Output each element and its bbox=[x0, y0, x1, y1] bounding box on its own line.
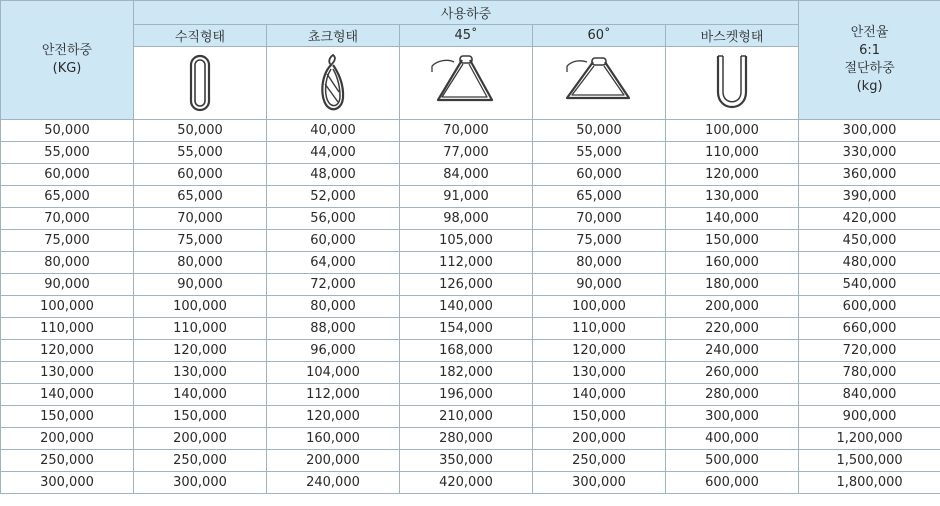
cell-vertical: 80,000 bbox=[134, 252, 267, 274]
cell-rated-load: 60,000 bbox=[1, 164, 134, 186]
cell-angle-45: 84,000 bbox=[400, 164, 533, 186]
cell-angle-60: 75,000 bbox=[533, 230, 666, 252]
basket-hitch-icon bbox=[709, 52, 755, 114]
cell-angle-45: 168,000 bbox=[400, 340, 533, 362]
cell-angle-45: 154,000 bbox=[400, 318, 533, 340]
cell-vertical: 200,000 bbox=[134, 428, 267, 450]
table-row bbox=[1, 318, 940, 340]
table-row bbox=[1, 450, 940, 472]
cell-angle-45: 350,000 bbox=[400, 450, 533, 472]
cell-angle-45: 140,000 bbox=[400, 296, 533, 318]
cell-angle-60: 70,000 bbox=[533, 208, 666, 230]
cell-vertical: 150,000 bbox=[134, 406, 267, 428]
cell-breaking-load: 540,000 bbox=[799, 274, 940, 296]
cell-breaking-load: 360,000 bbox=[799, 164, 940, 186]
basket-hitch-icon-cell bbox=[666, 47, 799, 120]
cell-rated-load: 200,000 bbox=[1, 428, 134, 450]
vertical-sling-icon bbox=[180, 52, 220, 114]
table-row bbox=[1, 362, 940, 384]
cell-rated-load: 120,000 bbox=[1, 340, 134, 362]
cell-angle-45: 112,000 bbox=[400, 252, 533, 274]
table-row bbox=[1, 296, 940, 318]
table-row bbox=[1, 472, 940, 494]
cell-angle-60: 130,000 bbox=[533, 362, 666, 384]
cell-basket: 400,000 bbox=[666, 428, 799, 450]
rated-load-label: 안전하중 bbox=[41, 43, 93, 58]
cell-choke: 96,000 bbox=[267, 340, 400, 362]
table-row bbox=[1, 230, 940, 252]
cell-basket: 300,000 bbox=[666, 406, 799, 428]
cell-breaking-load: 840,000 bbox=[799, 384, 940, 406]
cell-choke: 64,000 bbox=[267, 252, 400, 274]
cell-basket: 500,000 bbox=[666, 450, 799, 472]
breaking-load-label: 절단하중 bbox=[844, 61, 895, 76]
cell-angle-45: 126,000 bbox=[400, 274, 533, 296]
cell-breaking-load: 780,000 bbox=[799, 362, 940, 384]
table-row bbox=[1, 186, 940, 208]
cell-basket: 220,000 bbox=[666, 318, 799, 340]
cell-angle-60: 150,000 bbox=[533, 406, 666, 428]
cell-rated-load: 75,000 bbox=[1, 230, 134, 252]
cell-vertical: 120,000 bbox=[134, 340, 267, 362]
cell-angle-60: 60,000 bbox=[533, 164, 666, 186]
cell-angle-60: 50,000 bbox=[533, 120, 666, 142]
cell-vertical: 65,000 bbox=[134, 186, 267, 208]
breaking-load-unit: (kg) bbox=[856, 79, 883, 94]
cell-vertical: 55,000 bbox=[134, 142, 267, 164]
cell-choke: 72,000 bbox=[267, 274, 400, 296]
choke-hitch-icon bbox=[310, 52, 356, 114]
cell-rated-load: 140,000 bbox=[1, 384, 134, 406]
cell-angle-60: 140,000 bbox=[533, 384, 666, 406]
cell-rated-load: 150,000 bbox=[1, 406, 134, 428]
cell-rated-load: 250,000 bbox=[1, 450, 134, 472]
cell-vertical: 140,000 bbox=[134, 384, 267, 406]
cell-choke: 104,000 bbox=[267, 362, 400, 384]
basket-60-icon bbox=[559, 52, 639, 114]
cell-angle-45: 77,000 bbox=[400, 142, 533, 164]
cell-angle-45: 420,000 bbox=[400, 472, 533, 494]
cell-angle-45: 210,000 bbox=[400, 406, 533, 428]
cell-breaking-load: 1,800,000 bbox=[799, 472, 940, 494]
cell-angle-60: 300,000 bbox=[533, 472, 666, 494]
cell-choke: 52,000 bbox=[267, 186, 400, 208]
cell-basket: 260,000 bbox=[666, 362, 799, 384]
cell-choke: 40,000 bbox=[267, 120, 400, 142]
cell-rated-load: 110,000 bbox=[1, 318, 134, 340]
cell-basket: 280,000 bbox=[666, 384, 799, 406]
table-row bbox=[1, 384, 940, 406]
cell-vertical: 90,000 bbox=[134, 274, 267, 296]
basket-60-icon-cell bbox=[533, 47, 666, 120]
cell-basket: 600,000 bbox=[666, 472, 799, 494]
table-header bbox=[1, 1, 940, 120]
col-vertical: 수직형태 bbox=[134, 25, 267, 47]
basket-45-icon bbox=[426, 52, 506, 114]
cell-choke: 44,000 bbox=[267, 142, 400, 164]
safety-factor-ratio: 6:1 bbox=[859, 43, 881, 58]
cell-vertical: 300,000 bbox=[134, 472, 267, 494]
cell-rated-load: 80,000 bbox=[1, 252, 134, 274]
cell-angle-45: 91,000 bbox=[400, 186, 533, 208]
table-row bbox=[1, 406, 940, 428]
cell-choke: 88,000 bbox=[267, 318, 400, 340]
cell-rated-load: 100,000 bbox=[1, 296, 134, 318]
cell-vertical: 60,000 bbox=[134, 164, 267, 186]
choke-hitch-icon-cell bbox=[267, 47, 400, 120]
cell-choke: 112,000 bbox=[267, 384, 400, 406]
cell-angle-60: 100,000 bbox=[533, 296, 666, 318]
cell-rated-load: 90,000 bbox=[1, 274, 134, 296]
cell-basket: 160,000 bbox=[666, 252, 799, 274]
cell-vertical: 130,000 bbox=[134, 362, 267, 384]
cell-basket: 140,000 bbox=[666, 208, 799, 230]
cell-angle-60: 55,000 bbox=[533, 142, 666, 164]
cell-vertical: 50,000 bbox=[134, 120, 267, 142]
table-row bbox=[1, 252, 940, 274]
rated-load-unit: (KG) bbox=[52, 61, 82, 76]
breaking-load-header bbox=[799, 1, 940, 120]
cell-rated-load: 50,000 bbox=[1, 120, 134, 142]
cell-breaking-load: 900,000 bbox=[799, 406, 940, 428]
table-row bbox=[1, 142, 940, 164]
cell-breaking-load: 330,000 bbox=[799, 142, 940, 164]
cell-breaking-load: 450,000 bbox=[799, 230, 940, 252]
cell-rated-load: 300,000 bbox=[1, 472, 134, 494]
cell-choke: 240,000 bbox=[267, 472, 400, 494]
cell-basket: 100,000 bbox=[666, 120, 799, 142]
cell-basket: 180,000 bbox=[666, 274, 799, 296]
table-row bbox=[1, 428, 940, 450]
table-row bbox=[1, 274, 940, 296]
col-60deg: 60˚ bbox=[533, 25, 666, 47]
table-row bbox=[1, 164, 940, 186]
cell-basket: 120,000 bbox=[666, 164, 799, 186]
cell-basket: 110,000 bbox=[666, 142, 799, 164]
cell-rated-load: 65,000 bbox=[1, 186, 134, 208]
cell-breaking-load: 720,000 bbox=[799, 340, 940, 362]
cell-vertical: 100,000 bbox=[134, 296, 267, 318]
col-choke: 쵸크형태 bbox=[267, 25, 400, 47]
rated-load-header bbox=[1, 1, 134, 120]
cell-basket: 130,000 bbox=[666, 186, 799, 208]
cell-angle-45: 105,000 bbox=[400, 230, 533, 252]
table-row bbox=[1, 340, 940, 362]
cell-breaking-load: 420,000 bbox=[799, 208, 940, 230]
cell-basket: 150,000 bbox=[666, 230, 799, 252]
cell-vertical: 75,000 bbox=[134, 230, 267, 252]
cell-choke: 48,000 bbox=[267, 164, 400, 186]
cell-rated-load: 130,000 bbox=[1, 362, 134, 384]
cell-breaking-load: 1,500,000 bbox=[799, 450, 940, 472]
cell-basket: 200,000 bbox=[666, 296, 799, 318]
cell-angle-60: 80,000 bbox=[533, 252, 666, 274]
cell-breaking-load: 300,000 bbox=[799, 120, 940, 142]
cell-angle-60: 65,000 bbox=[533, 186, 666, 208]
cell-breaking-load: 660,000 bbox=[799, 318, 940, 340]
cell-choke: 160,000 bbox=[267, 428, 400, 450]
cell-choke: 200,000 bbox=[267, 450, 400, 472]
cell-rated-load: 70,000 bbox=[1, 208, 134, 230]
cell-choke: 80,000 bbox=[267, 296, 400, 318]
cell-basket: 240,000 bbox=[666, 340, 799, 362]
cell-angle-45: 98,000 bbox=[400, 208, 533, 230]
cell-angle-60: 90,000 bbox=[533, 274, 666, 296]
cell-angle-60: 120,000 bbox=[533, 340, 666, 362]
cell-angle-45: 196,000 bbox=[400, 384, 533, 406]
table-body bbox=[1, 120, 940, 494]
cell-vertical: 250,000 bbox=[134, 450, 267, 472]
cell-breaking-load: 1,200,000 bbox=[799, 428, 940, 450]
col-45deg: 45˚ bbox=[400, 25, 533, 47]
cell-vertical: 110,000 bbox=[134, 318, 267, 340]
cell-breaking-load: 390,000 bbox=[799, 186, 940, 208]
vertical-sling-icon-cell bbox=[134, 47, 267, 120]
cell-rated-load: 55,000 bbox=[1, 142, 134, 164]
cell-angle-60: 200,000 bbox=[533, 428, 666, 450]
cell-choke: 120,000 bbox=[267, 406, 400, 428]
cell-angle-45: 70,000 bbox=[400, 120, 533, 142]
cell-angle-45: 182,000 bbox=[400, 362, 533, 384]
cell-angle-60: 250,000 bbox=[533, 450, 666, 472]
cell-breaking-load: 600,000 bbox=[799, 296, 940, 318]
col-basket: 바스켓형태 bbox=[666, 25, 799, 47]
cell-breaking-load: 480,000 bbox=[799, 252, 940, 274]
safety-factor-label: 안전율 bbox=[850, 25, 889, 40]
cell-vertical: 70,000 bbox=[134, 208, 267, 230]
table-row bbox=[1, 208, 940, 230]
table-row bbox=[1, 120, 940, 142]
cell-choke: 60,000 bbox=[267, 230, 400, 252]
cell-angle-45: 280,000 bbox=[400, 428, 533, 450]
cell-choke: 56,000 bbox=[267, 208, 400, 230]
basket-45-icon-cell bbox=[400, 47, 533, 120]
working-load-group-header: 사용하중 bbox=[134, 1, 799, 25]
cell-angle-60: 110,000 bbox=[533, 318, 666, 340]
